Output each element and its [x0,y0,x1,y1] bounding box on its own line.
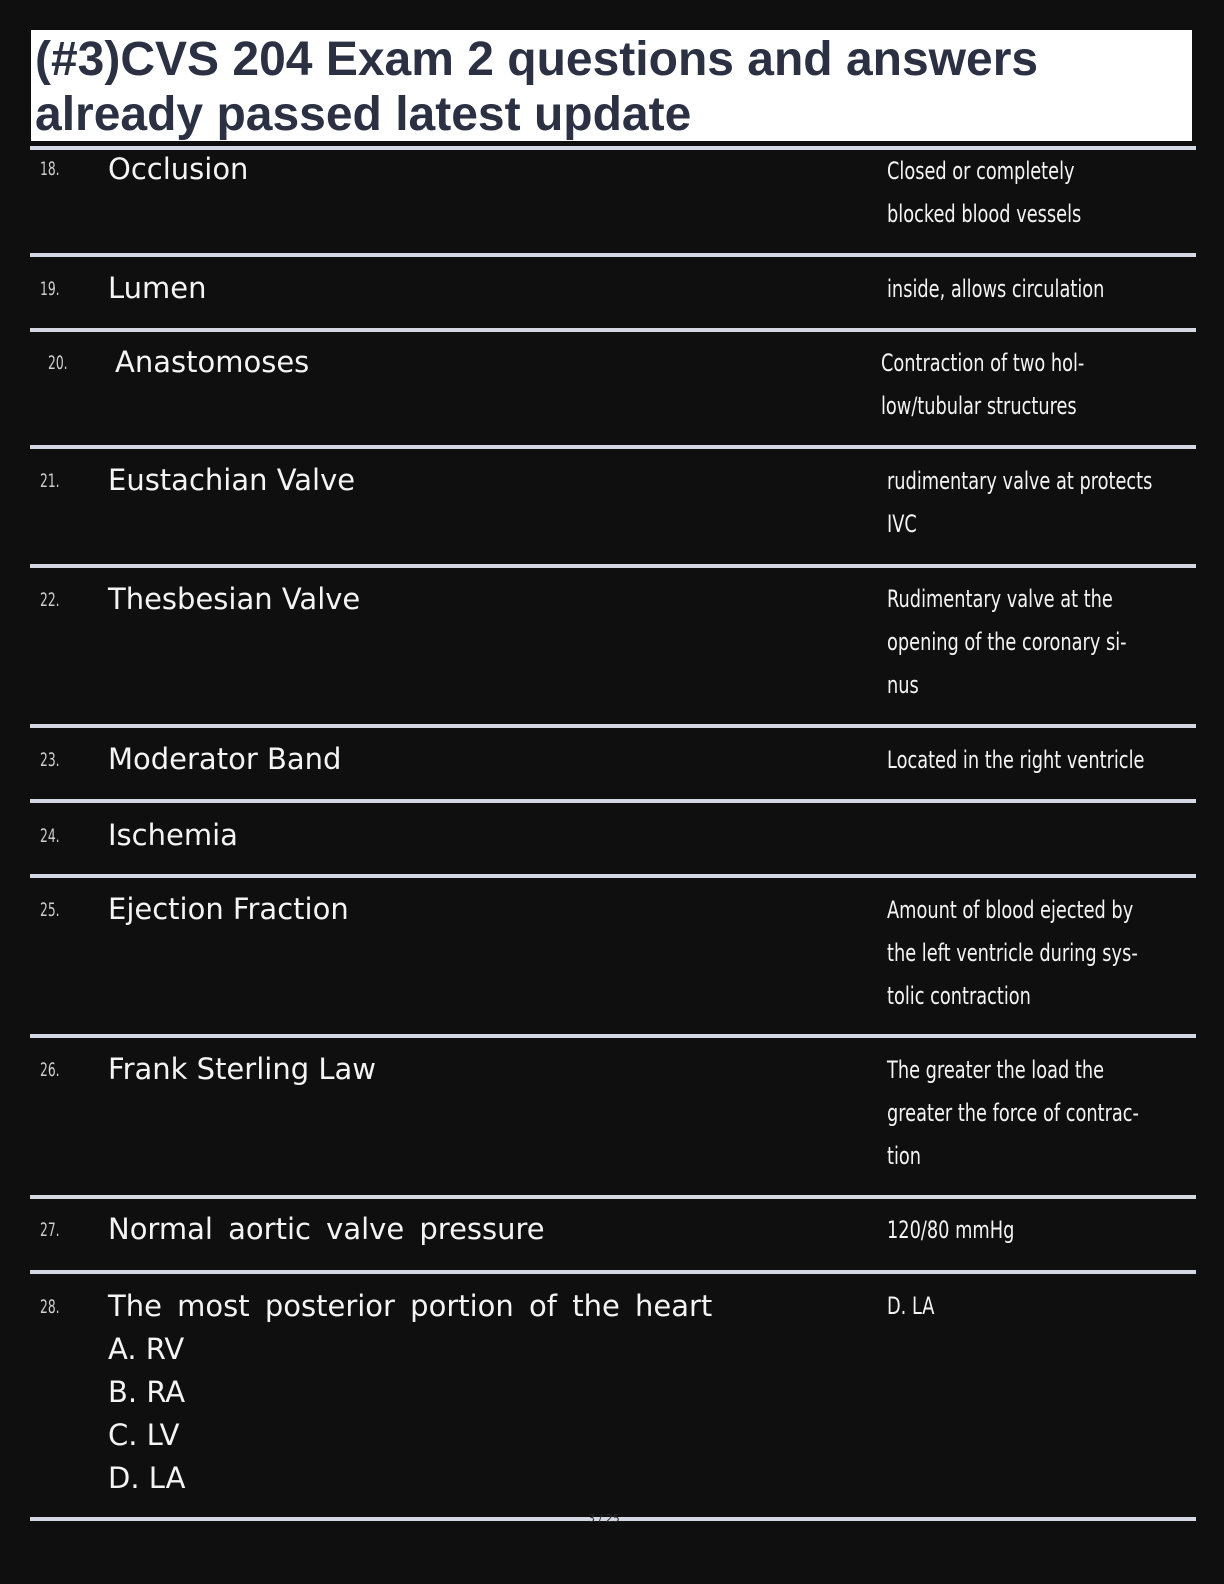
row-divider [30,253,1196,257]
answer-option: C. LV [108,1418,180,1452]
question-term: Ischemia [108,818,238,852]
answer-line: IVC [887,510,917,538]
answer-definition [881,342,1166,428]
question-number: 20. [48,352,68,374]
answer-option: A. RV [108,1332,185,1366]
answer-line: nus [887,671,919,699]
answer-definition [887,889,1172,1018]
answer-line: The greater the load the [887,1056,1105,1084]
answer-definition [887,1049,1172,1178]
question-term: Eustachian Valve [108,463,356,497]
question-number: 24. [40,825,60,847]
answer-option: D. LA [108,1461,186,1495]
question-term: Anastomoses [115,345,310,379]
answer-line: Rudimentary valve at the [887,585,1113,613]
answer-line: Located in the right ventricle [887,746,1145,774]
answer-line: tion [887,1142,922,1170]
question-term: Frank Sterling Law [108,1052,376,1086]
answer-line: low/tubular structures [881,392,1077,420]
question-number: 21. [40,470,60,492]
row-divider [30,874,1196,878]
answer-definition [887,1285,1172,1328]
answer-definition [887,578,1172,707]
question-term: Occlusion [108,152,249,186]
title-line-2: already passed latest update [35,88,692,141]
answer-line: 120/80 mmHg [887,1216,1015,1244]
answer-option: B. RA [108,1375,186,1409]
answer-line: tolic contraction [887,982,1031,1010]
answer-line: blocked blood vessels [887,200,1082,228]
answer-definition [887,268,1172,311]
question-term: Lumen [108,271,207,305]
document-title [31,30,1192,141]
question-number: 18. [40,158,60,180]
question-term: Normal aortic valve pressure [108,1212,545,1246]
question-number: 25. [40,899,60,921]
row-divider [30,445,1196,449]
row-divider [30,799,1196,803]
answer-line: Amount of blood ejected by [887,896,1134,924]
question-term: Thesbesian Valve [108,582,361,616]
question-text: The most posterior portion of the heart [108,1289,713,1323]
answer-line: opening of the coronary si- [887,628,1127,656]
question-number: 23. [40,749,60,771]
answer-line: Contraction of two hol- [881,349,1085,377]
question-term: Moderator Band [108,742,342,776]
answer-line: the left ventricle during sys- [887,939,1138,967]
answer-line: inside, allows circulation [887,275,1105,303]
answer-line: rudimentary valve at protects [887,467,1153,495]
question-term: Ejection Fraction [108,892,349,926]
answer-line: greater the force of contrac- [887,1099,1139,1127]
answer-line: Closed or completely [887,157,1075,185]
answer-line: D. LA [887,1292,935,1320]
question-number: 27. [40,1219,60,1241]
page-number: 3 / 25 [588,1512,620,1525]
question-number: 22. [40,589,60,611]
question-number: 28. [40,1296,60,1318]
row-divider [30,328,1196,332]
title-line-1: (#3)CVS 204 Exam 2 questions and answers [35,33,1039,86]
answer-definition [887,150,1172,236]
answer-definition [887,739,1172,782]
answer-definition [887,1209,1172,1252]
question-term [108,1285,712,1500]
row-divider [30,1034,1196,1038]
question-number: 19. [40,278,60,300]
row-divider [30,1195,1196,1199]
row-divider [30,1270,1196,1274]
row-divider [30,564,1196,568]
row-divider [30,724,1196,728]
answer-definition [887,460,1172,546]
question-number: 26. [40,1059,60,1081]
